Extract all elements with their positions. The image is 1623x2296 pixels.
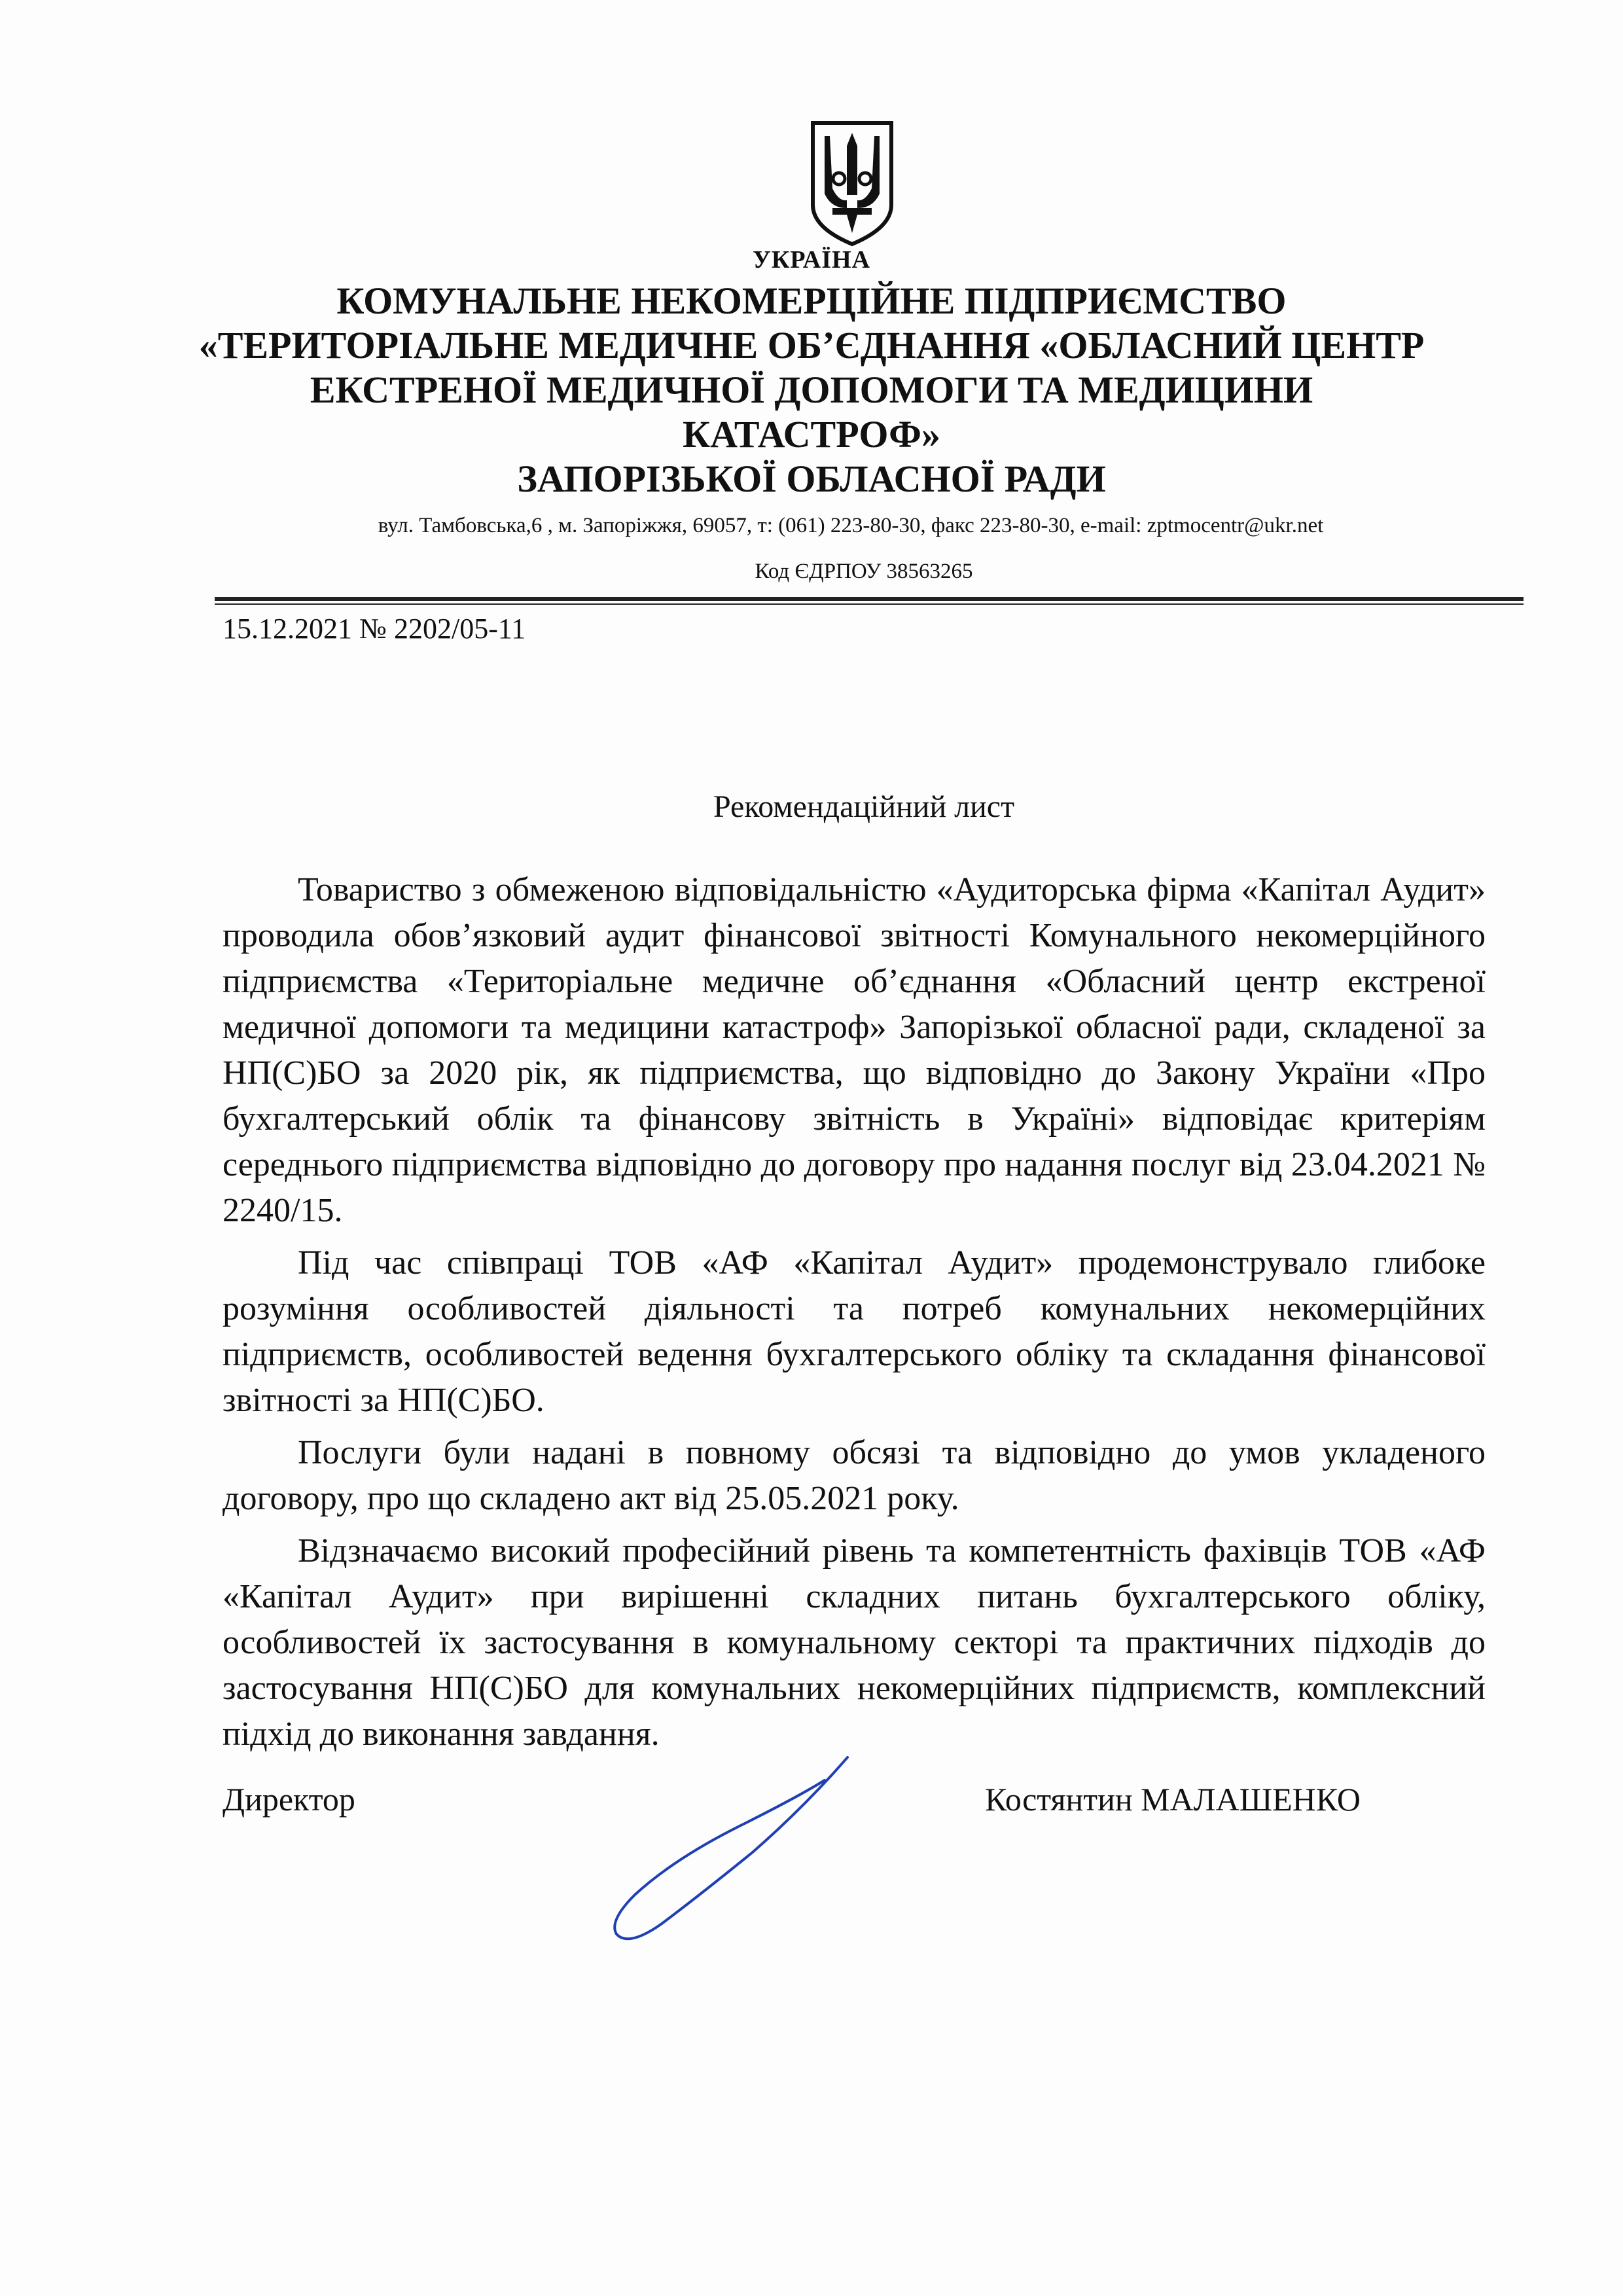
header-address: вул. Тамбовська,6 , м. Запоріжжя, 69057, т: (061) 223-80-30, факс 223-80-30, e-mail: zptmocentr@ukr.net <box>378 514 1324 537</box>
body-paragraph-4: Відзначаємо високий професійний рівень та компетентність фахівців ТОВ «АФ «Капітал Аудит» при вирішенні складних питань бухгалтерського обліку, особливостей їх застосування в комунальному секторі та практичних підходів до застосування НП(С)БО для комунальних некомерційних підприємств, комплексний підхід до виконання завдання. <box>223 1532 1486 1753</box>
header-divider-thick <box>215 597 1524 601</box>
letter-body <box>223 867 1486 1764</box>
header-org-line-1: КОМУНАЛЬНЕ НЕКОМЕРЦІЙНЕ ПІДПРИЄМСТВО <box>336 279 1287 322</box>
document-title: Рекомендаційний лист <box>713 789 1015 824</box>
header-org-line-4: КАТАСТРОФ» <box>683 413 940 456</box>
header-country: УКРАЇНА <box>752 246 871 274</box>
trident-emblem-icon <box>806 117 898 247</box>
handwritten-signature-icon <box>609 1754 870 1950</box>
header-org-line-5: ЗАПОРІЗЬКОЇ ОБЛАСНОЇ РАДИ <box>517 457 1106 500</box>
body-paragraph-1: Товариство з обмеженою відповідальністю «Аудиторська фірма «Капітал Аудит» проводила обов’язковий аудит фінансової звітності Комунального некомерційного підприємства «Територіальне медичне об’єднання «Обласний центр екстреної медичної допомоги та медицини катастроф» Запорізької обласної ради, складеної за НП(С)БО за 2020 рік, як підприємства, що відповідно до Закону України «Про бухгалтерський облік та фінансову звітність в Україні» відповідає критеріям середнього підприємства відповідно до договору про надання послуг від 23.04.2021 № 2240/15. <box>223 871 1486 1229</box>
body-paragraph-2: Під час співпраці ТОВ «АФ «Капітал Аудит» продемонструвало глибоке розуміння особливостей діяльності та потреб комунальних некомерційних підприємств, особливостей ведення бухгалтерського обліку та складання фінансової звітності за НП(С)БО. <box>223 1244 1486 1419</box>
header-org-line-2: «ТЕРИТОРІАЛЬНЕ МЕДИЧНЕ ОБ’ЄДНАННЯ «ОБЛАСНИЙ ЦЕНТР <box>198 324 1425 367</box>
document-reference: 15.12.2021 № 2202/05-11 <box>223 613 526 645</box>
header-org-line-3: ЕКСТРЕНОЇ МЕДИЧНОЇ ДОПОМОГИ ТА МЕДИЦИНИ <box>310 368 1313 411</box>
header-edrpou: Код ЄДРПОУ 38563265 <box>755 560 973 583</box>
signer-name: Костянтин МАЛАШЕНКО <box>985 1781 1361 1818</box>
header-divider-thin <box>215 603 1524 605</box>
signer-role: Директор <box>223 1781 355 1818</box>
body-paragraph-3: Послуги були надані в повному обсязі та відповідно до умов укладеного договору, про що складено акт від 25.05.2021 року. <box>223 1434 1486 1517</box>
